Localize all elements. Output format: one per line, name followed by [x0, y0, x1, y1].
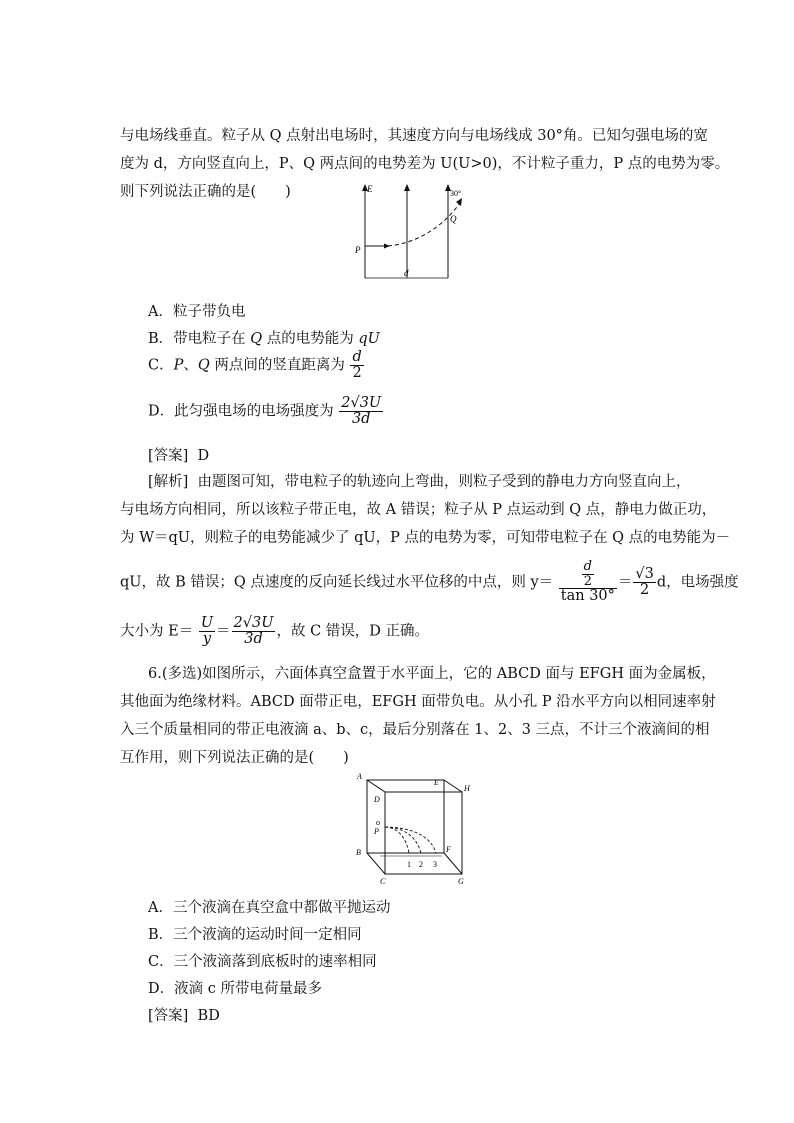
q5-stem-line-2: 度为 d，方向竖直向上，P、Q 两点间的电势差为 U(U>0)，不计粒子重力，P 点的电势为零。	[120, 156, 730, 172]
q6-option-b: B．三个液滴的运动时间一定相同	[148, 927, 362, 943]
q5-option-c: C．P、Q 两点间的竖直距离为 $\frac{d}{2}$	[148, 349, 362, 382]
q6-stem-line-3: 入三个质量相同的带正电液滴 a、b、c，最后分别落在 1、2、3 三点，不计三个液滴间的相	[120, 722, 710, 738]
q5-explanation-line-5: 大小为 E＝ $\frac{U}{y}$ ＝ $\frac{2√3U}{3d}$ ，故 C 错误，D 正确。	[120, 615, 430, 648]
q6-stem-line-2: 其他面为绝缘材料。ABCD 面带正电，EFGH 面带负电。从小孔 P 沿水平方向以相同速率射	[120, 694, 716, 710]
label-P: P	[355, 245, 361, 255]
box-label-P: P	[374, 827, 379, 836]
q5-stem-line-3: 则下列说法正确的是( )	[120, 184, 291, 200]
q5-explanation-line-2: 与电场方向相同，所以该粒子带正电，故 A 错误；粒子从 P 点运动到 Q 点，静电力做正功，	[120, 502, 717, 518]
label-E: E	[367, 184, 373, 194]
q6-option-d: D．液滴 c 所带电荷量最多	[148, 981, 322, 997]
vacuum-box-diagram	[352, 770, 482, 888]
q5-option-b: B．带电粒子在 Q 点的电势能为 qU	[148, 331, 380, 347]
q5-stem-line-1: 与电场线垂直。粒子从 Q 点射出电场时，其速度方向与电场线成 30°角。已知匀强电场的宽	[120, 128, 708, 144]
box-label-3: 3	[433, 860, 437, 869]
box-label-H: H	[464, 784, 470, 793]
q5-option-a: A．粒子带负电	[148, 304, 246, 320]
q6-option-a: A．三个液滴在真空盒中都做平抛运动	[148, 900, 391, 916]
field-diagram	[350, 178, 470, 288]
box-label-E: E	[434, 778, 439, 787]
q5-explanation-line-4: qU，故 B 错误；Q 点速度的反向延长线过水平位移的中点，则 y＝ $\frac{\frac{d}{2}}{\tan 30^\circ}$ ＝ $\frac{√3}{2}$ d，电场强度	[120, 559, 739, 605]
box-label-o: o	[376, 818, 380, 827]
box-label-G: G	[458, 877, 464, 886]
box-label-1: 1	[407, 860, 411, 869]
q6-stem-line-1: 6.(多选)如图所示，六面体真空盒置于水平面上，它的 ABCD 面与 EFGH 面为金属板，	[148, 666, 716, 682]
q5-explanation-line-1: [解析] 由题图可知，带电粒子的轨迹向上弯曲，则粒子受到的静电力方向竖直向上，	[148, 474, 691, 490]
label-30deg: 30°	[450, 189, 462, 198]
q5-explanation-line-3: 为 W＝qU，则粒子的电势能减少了 qU，P 点的电势为零，可知带电粒子在 Q 点的电势能为－	[120, 530, 731, 546]
q5-option-d: D．此匀强电场的电场强度为 $\frac{2√3U}{3d}$	[148, 395, 382, 428]
box-label-B: B	[356, 848, 361, 857]
box-label-2: 2	[419, 860, 423, 869]
label-Q: Q	[450, 214, 457, 224]
box-label-F: F	[446, 845, 451, 854]
q6-stem-line-4: 互作用，则下列说法正确的是( )	[120, 750, 349, 766]
box-label-A: A	[357, 772, 362, 781]
q6-answer: [答案] BD	[148, 1008, 220, 1024]
q5-answer: [答案] D	[148, 448, 210, 464]
box-label-D: D	[374, 795, 380, 804]
q6-option-c: C．三个液滴落到底板时的速率相同	[148, 954, 377, 970]
box-label-C: C	[380, 877, 386, 886]
label-d: d	[404, 268, 409, 278]
